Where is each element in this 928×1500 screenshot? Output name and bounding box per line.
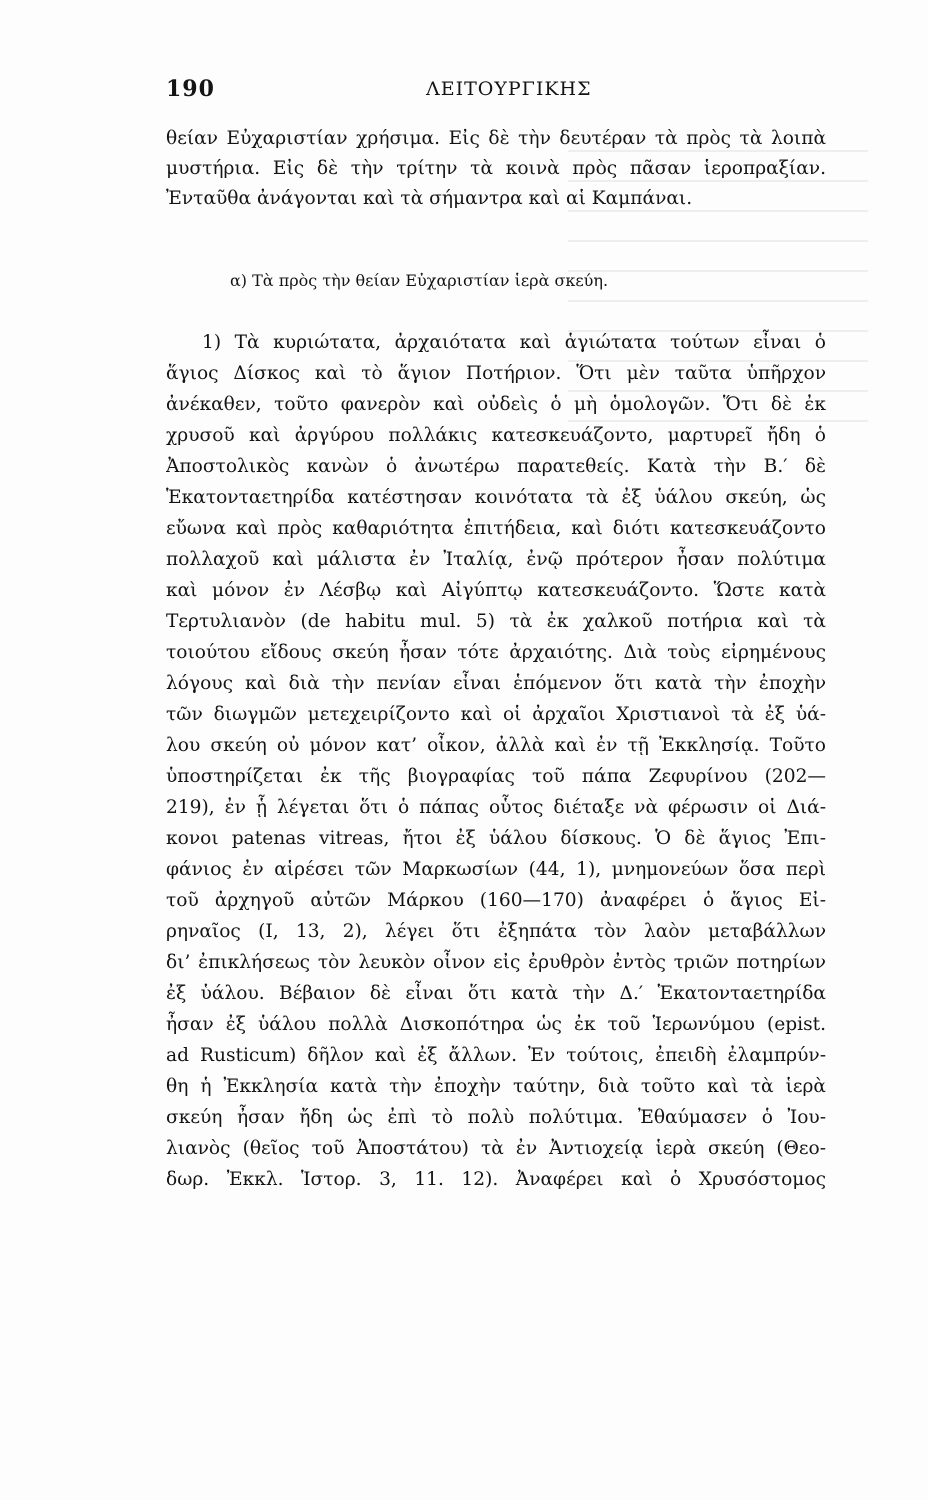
text-line: ἀνέκαθεν, τοῦτο φανερὸν καὶ οὐδεὶς ὁ μὴ ὁμολογῶν. Ὅτι δὲ ἐκ [166,394,826,415]
text-line: δι’ ἐπικλήσεως τὸν λευκὸν οἶνον εἰς ἐρυθρὸν ἐντὸς τριῶν ποτηρίων [166,952,826,973]
text-line: ρηναῖος (I, 13, 2), λέγει ὅτι ἐξηπάτα τὸν λαὸν μεταβάλλων [166,921,826,942]
text-line: τῶν διωγμῶν μετεχειρίζοντο καὶ οἱ ἀρχαῖοι Χριστιανοὶ τὰ ἐξ ὑά- [166,704,826,725]
text-line: λόγους καὶ διὰ τὴν πενίαν εἶναι ἑπόμενον ὅτι κατὰ τὴν ἐποχὴν [166,673,826,694]
text-line: εὔωνα καὶ πρὸς καθαριότητα ἐπιτήδεια, καὶ διότι κατεσκευάζοντο [166,518,826,539]
text-line: καὶ μόνον ἐν Λέσβῳ καὶ Αἰγύπτῳ κατεσκευάζοντο. Ὥστε κατὰ [166,580,826,601]
text-line: πολλαχοῦ καὶ μάλιστα ἐν Ἰταλίᾳ, ἐνῷ πρότερον ἦσαν πολύτιμα [166,549,826,570]
text-line: κονοι patenas vitreas, ἤτοι ἐξ ὑάλου δίσκους. Ὁ δὲ ἅγιος Ἐπι- [166,828,826,849]
text-line: λου σκεύη οὐ μόνον κατ’ οἶκον, ἀλλὰ καὶ ἐν τῇ Ἐκκλησίᾳ. Τοῦτο [166,735,826,756]
text-line: τοιούτου εἴδους σκεύη ἦσαν τότε ἀρχαιότης. Διὰ τοὺς εἰρημένους [166,642,826,663]
text-line: Τερτυλιανὸν (de habitu mul. 5) τὰ ἐκ χαλκοῦ ποτήρια καὶ τὰ [166,611,826,632]
text-line: σκεύη ἦσαν ἤδη ὡς ἐπὶ τὸ πολὺ πολύτιμα. Ἐθαύμασεν ὁ Ἰου- [166,1107,826,1128]
text-line: ἐξ ὑάλου. Βέβαιον δὲ εἶναι ὅτι κατὰ τὴν Δ.′ Ἑκατονταετηρίδα [166,983,826,1004]
text-line: 1) Τὰ κυριώτατα, ἀρχαιότατα καὶ ἁγιώτατα τούτων εἶναι ὁ [202,332,826,353]
running-head: ΛΕΙΤΟΥΡΓΙΚΗΣ [426,78,592,100]
text-line: ἦσαν ἐξ ὑάλου πολλὰ Δισκοπότηρα ὡς ἐκ τοῦ Ἱερωνύμου (epist. [166,1014,826,1035]
text-line: ἅγιος Δίσκος καὶ τὸ ἅγιον Ποτήριον. Ὅτι μὲν ταῦτα ὑπῆρχον [166,363,826,384]
text-line: θη ἡ Ἐκκλησία κατὰ τὴν ἐποχὴν ταύτην, διὰ τοῦτο καὶ τὰ ἱερὰ [166,1076,826,1097]
text-line: τοῦ ἀρχηγοῦ αὐτῶν Μάρκου (160—170) ἀναφέρει ὁ ἅγιος Εἰ- [166,890,826,911]
text-line: φάνιος ἐν αἱρέσει τῶν Μαρκωσίων (44, 1), μνημονεύων ὅσα περὶ [166,859,826,880]
text-line: θείαν Εὐχαριστίαν χρήσιμα. Εἰς δὲ τὴν δευτέραν τὰ πρὸς τὰ λοιπὰ [166,128,826,149]
page-number: 190 [166,76,215,102]
text-line: ad Rusticum) δῆλον καὶ ἐξ ἄλλων. Ἐν τούτοις, ἐπειδὴ ἐλαμπρύν- [166,1045,826,1066]
text-line: Ἀποστολικὸς κανὼν ὁ ἀνωτέρω παρατεθείς. Κατὰ τὴν Β.′ δὲ [166,456,826,477]
text-line: Ἑκατονταετηρίδα κατέστησαν κοινότατα τὰ ἐξ ὑάλου σκεύη, ὡς [166,487,826,508]
text-line: μυστήρια. Εἰς δὲ τὴν τρίτην τὰ κοινὰ πρὸς πᾶσαν ἱεροπραξίαν. [166,158,826,179]
page-header [166,76,826,112]
text-line: 219), ἐν ᾗ λέγεται ὅτι ὁ πάπας οὗτος διέταξε νὰ φέρωσιν οἱ Διά- [166,797,826,818]
section-heading: α) Τὰ πρὸς τὴν θείαν Εὐχαριστίαν ἱερὰ σκεύη. [230,271,609,290]
text-line: δωρ. Ἐκκλ. Ἱστορ. 3, 11. 12). Ἀναφέρει καὶ ὁ Χρυσόστομος [166,1169,826,1190]
text-line: Ἐνταῦθα ἀνάγονται καὶ τὰ σήμαντρα καὶ αἱ Καμπάναι. [166,188,693,209]
text-line: χρυσοῦ καὶ ἀργύρου πολλάκις κατεσκευάζοντο, μαρτυρεῖ ἤδη ὁ [166,425,826,446]
text-line: λιανὸς (θεῖος τοῦ Ἀποστάτου) τὰ ἐν Ἀντιοχείᾳ ἱερὰ σκεύη (Θεο- [166,1138,826,1159]
text-line: ὑποστηρίζεται ἐκ τῆς βιογραφίας τοῦ πάπα Ζεφυρίνου (202— [166,766,826,787]
